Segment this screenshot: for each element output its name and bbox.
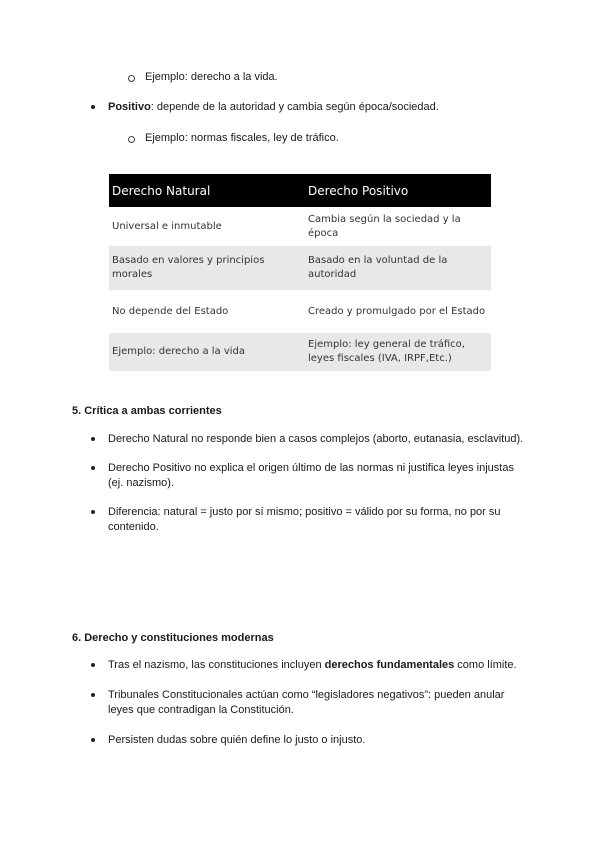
positivo-bullet-text: [108, 100, 439, 115]
table-cell: Ejemplo: derecho a la vida: [109, 333, 305, 371]
table-cell: Cambia según la sociedad y la época: [305, 207, 491, 246]
section-6-item-text: Tras el nazismo, las constituciones incluyen: [108, 659, 325, 671]
table-cell: Creado y promulgado por el Estado: [305, 290, 491, 333]
table-cell: No depende del Estado: [109, 290, 305, 333]
section-6-item-bold: derechos fundamentales: [324, 659, 455, 671]
example-natural-text: Ejemplo: derecho a la vida.: [145, 71, 278, 83]
bullet-icon: [91, 437, 95, 441]
hollow-bullet-icon: [128, 136, 135, 143]
section-5-item: Diferencia: natural = justo por sí mismo; positivo = válido por su forma, no por su contenido.: [108, 506, 501, 533]
example-positive-text: Ejemplo: normas fiscales, ley de tráfico.: [145, 132, 339, 144]
bullet-icon: [91, 510, 95, 514]
positivo-description: : depende de la autoridad y cambia según época/sociedad.: [150, 101, 439, 113]
bullet-icon: [91, 466, 95, 470]
table-row: [109, 246, 491, 290]
bullet-icon: [91, 105, 95, 109]
table-row: [109, 207, 491, 246]
bullet-icon: [91, 738, 95, 742]
section-6-item: [108, 658, 517, 673]
section-6-title: 6. Derecho y constituciones modernas: [72, 632, 274, 644]
hollow-bullet-icon: [128, 75, 135, 82]
table-header-natural: Derecho Natural: [109, 174, 305, 207]
section-6-item-text: como límite.: [454, 659, 517, 671]
table-cell: Ejemplo: ley general de tráfico, leyes fiscales (IVA, IRPF,Etc.): [305, 333, 491, 371]
table-row: [109, 290, 491, 333]
table-row: [109, 333, 491, 371]
section-6-item: Persisten dudas sobre quién define lo justo o injusto.: [108, 734, 366, 746]
section-5-title: 5. Crítica a ambas corrientes: [72, 405, 222, 417]
table-header-row: [109, 174, 491, 207]
table-header-positive: Derecho Positivo: [305, 174, 491, 207]
section-5-item: Derecho Positivo no explica el origen último de las normas ni justifica leyes injustas (ej. nazismo).: [108, 462, 514, 489]
table-cell: Basado en valores y principios morales: [109, 246, 305, 290]
table-cell: Universal e inmutable: [109, 207, 305, 246]
bullet-icon: [91, 693, 95, 697]
positivo-label: Positivo: [108, 101, 151, 113]
bullet-icon: [91, 663, 95, 667]
section-6-item: Tribunales Constitucionales actúan como “legisladores negativos”: pueden anular leyes que contradigan la Constitución.: [108, 689, 505, 716]
comparison-table: [109, 174, 491, 371]
table-cell: Basado en la voluntad de la autoridad: [305, 246, 491, 290]
section-5-item: Derecho Natural no responde bien a casos complejos (aborto, eutanasia, esclavitud).: [108, 433, 524, 445]
